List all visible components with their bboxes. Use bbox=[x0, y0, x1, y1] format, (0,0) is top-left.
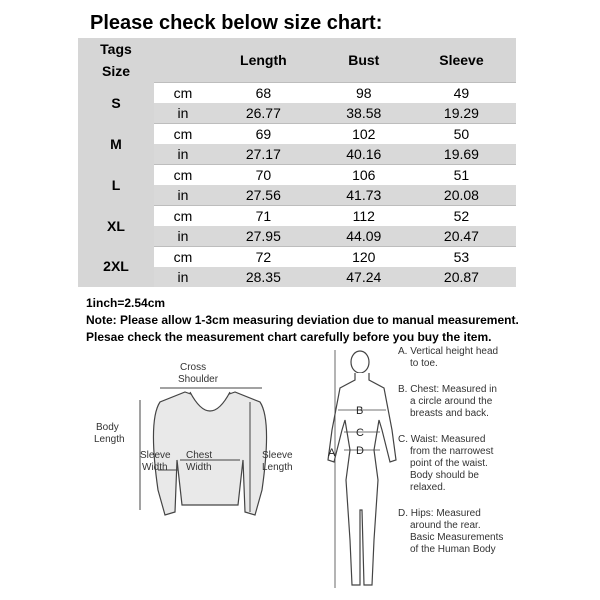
table-row bbox=[78, 205, 516, 226]
header-unit-spacer bbox=[154, 38, 206, 82]
table-cell: 51 bbox=[407, 164, 516, 185]
table-cell: 27.56 bbox=[206, 185, 321, 206]
table-header-row bbox=[78, 38, 516, 82]
table-cell: 26.77 bbox=[206, 103, 321, 124]
table-cell: 19.69 bbox=[407, 144, 516, 165]
table-cell: 53 bbox=[407, 246, 516, 267]
table-cell: 49 bbox=[407, 82, 516, 103]
check-note: Plesae check the measurement chart carefully before you buy the item. bbox=[86, 330, 492, 344]
legend-b bbox=[398, 384, 497, 419]
sleeve-length-label-2: Length bbox=[262, 462, 293, 473]
table-cell: 72 bbox=[206, 246, 321, 267]
header-bust: Bust bbox=[321, 38, 407, 82]
size-chart-title: Please check below size chart: bbox=[90, 12, 383, 34]
measurement-diagram bbox=[0, 340, 600, 600]
table-cell: 47.24 bbox=[321, 267, 407, 287]
header-tags-size bbox=[78, 38, 154, 82]
marker-b: B bbox=[356, 405, 364, 417]
cross-shoulder-label-2: Shoulder bbox=[178, 374, 219, 385]
unit-label: cm bbox=[154, 246, 206, 267]
body-figure-illustration bbox=[328, 351, 396, 585]
chest-width-label-2: Width bbox=[186, 462, 212, 473]
table-cell: 20.87 bbox=[407, 267, 516, 287]
table-row bbox=[78, 164, 516, 185]
size-label: S bbox=[78, 82, 154, 123]
table-cell: 120 bbox=[321, 246, 407, 267]
size-label: 2XL bbox=[78, 246, 154, 287]
unit-label: in bbox=[154, 267, 206, 287]
legend-line: from the narrowest bbox=[410, 446, 494, 457]
body-length-label-2: Length bbox=[94, 434, 125, 445]
legend-line: Basic Measurements bbox=[410, 532, 504, 543]
header-tags: Tags bbox=[100, 41, 132, 57]
chest-width-label-1: Chest bbox=[186, 450, 213, 461]
table-cell: 44.09 bbox=[321, 226, 407, 247]
marker-d: D bbox=[356, 445, 364, 457]
table-row bbox=[78, 123, 516, 144]
deviation-note: Note: Please allow 1-3cm measuring deviation due to manual measurement. bbox=[86, 313, 519, 327]
legend-line: relaxed. bbox=[410, 482, 446, 493]
legend-line: D. Hips: Measured bbox=[398, 508, 481, 519]
conversion-note: 1inch=2.54cm bbox=[86, 296, 166, 310]
table-cell: 98 bbox=[321, 82, 407, 103]
legend-line: breasts and back. bbox=[410, 408, 489, 419]
unit-label: in bbox=[154, 103, 206, 124]
table-cell: 69 bbox=[206, 123, 321, 144]
header-sleeve: Sleeve bbox=[407, 38, 516, 82]
table-cell: 19.29 bbox=[407, 103, 516, 124]
sleeve-width-label-1: Sleeve bbox=[140, 450, 171, 461]
size-label: M bbox=[78, 123, 154, 164]
sleeve-length-label-1: Sleeve bbox=[262, 450, 293, 461]
legend-d bbox=[398, 508, 503, 555]
marker-a: A bbox=[328, 447, 336, 459]
table-cell: 41.73 bbox=[321, 185, 407, 206]
legend-line: a circle around the bbox=[410, 396, 493, 407]
legend-line: C. Waist: Measured bbox=[398, 434, 486, 445]
table-cell: 106 bbox=[321, 164, 407, 185]
table-cell: 102 bbox=[321, 123, 407, 144]
size-label: L bbox=[78, 164, 154, 205]
table-cell: 28.35 bbox=[206, 267, 321, 287]
unit-label: cm bbox=[154, 205, 206, 226]
legend-line: Body should be bbox=[410, 470, 479, 481]
unit-label: in bbox=[154, 185, 206, 206]
size-rows bbox=[78, 82, 516, 287]
sleeve-width-label-2: Width bbox=[142, 462, 168, 473]
header-size: Size bbox=[101, 63, 130, 79]
size-label: XL bbox=[78, 205, 154, 246]
legend-line: A. Vertical height head bbox=[398, 346, 499, 357]
cross-shoulder-label-1: Cross bbox=[180, 362, 207, 373]
header-length: Length bbox=[206, 38, 321, 82]
table-cell: 52 bbox=[407, 205, 516, 226]
unit-label: in bbox=[154, 144, 206, 165]
legend-c bbox=[398, 434, 494, 493]
table-cell: 50 bbox=[407, 123, 516, 144]
legend-a bbox=[398, 346, 498, 369]
unit-label: in bbox=[154, 226, 206, 247]
table-row bbox=[78, 82, 516, 103]
table-cell: 112 bbox=[321, 205, 407, 226]
unit-label: cm bbox=[154, 164, 206, 185]
legend-line: around the rear. bbox=[410, 520, 481, 531]
legend-line: to toe. bbox=[410, 358, 438, 369]
marker-c: C bbox=[356, 427, 364, 439]
table-cell: 68 bbox=[206, 82, 321, 103]
table-row bbox=[78, 246, 516, 267]
legend-line: of the Human Body bbox=[410, 544, 496, 555]
table-cell: 70 bbox=[206, 164, 321, 185]
body-length-label-1: Body bbox=[96, 422, 119, 433]
table-cell: 27.95 bbox=[206, 226, 321, 247]
size-chart-table bbox=[78, 38, 516, 287]
table-cell: 20.08 bbox=[407, 185, 516, 206]
table-cell: 40.16 bbox=[321, 144, 407, 165]
unit-label: cm bbox=[154, 82, 206, 103]
table-cell: 27.17 bbox=[206, 144, 321, 165]
table-cell: 20.47 bbox=[407, 226, 516, 247]
table-cell: 71 bbox=[206, 205, 321, 226]
table-cell: 38.58 bbox=[321, 103, 407, 124]
legend-line: point of the waist. bbox=[410, 458, 488, 469]
unit-label: cm bbox=[154, 123, 206, 144]
legend-line: B. Chest: Measured in bbox=[398, 384, 497, 395]
